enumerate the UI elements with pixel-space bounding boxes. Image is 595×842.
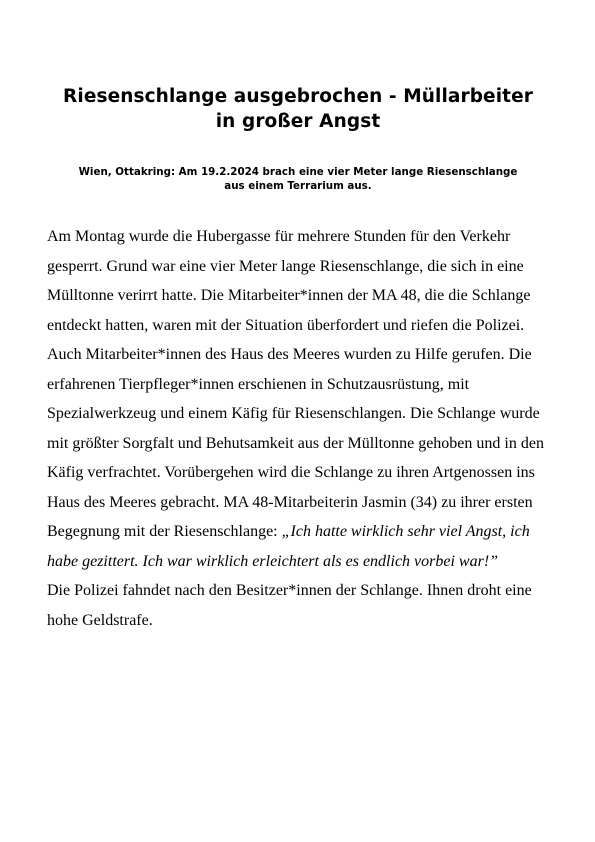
body-paragraph-2: Die Polizei fahndet nach den Besitzer*innen der Schlange. Ihnen droht eine hohe Geldstrafe. [47, 582, 532, 629]
body-paragraph-1 [47, 222, 552, 576]
article-headline [48, 84, 548, 134]
lead-line-2: aus einem Terrarium aus. [224, 180, 372, 192]
body-paragraph-1-text: Am Montag wurde die Hubergasse für mehrere Stunden für den Verkehr gesperrt. Grund war eine vier Meter lange Riesenschlange, die sich in eine Mülltonne verirrt hatte. Die Mitarbeiter*innen der MA 48, die die Schlange entdeckt hatten, waren mit der Situation überfordert und riefen die Polizei. Auch Mitarbeiter*innen des Haus des Meeres wurden zu Hilfe gerufen. Die erfahrenen Tierpfleger*innen erschienen in Schutzausrüstung, mit Spezialwerkzeug und einem Käfig für Riesenschlangen. Die Schlange wurde mit größter Sorgfalt und Behutsamkeit aus der Mülltonne gehoben und in den Käfig verfrachtet. Vorübergehen wird die Schlange zu ihren Artgenossen ins Haus des Meeres gebracht. MA 48-Mitarbeiterin Jasmin (34) zu ihrer ersten Begegnung mit der Riesenschlange: [47, 228, 544, 540]
article-lead [46, 165, 550, 193]
headline-line-1: Riesenschlange ausgebrochen - Müllarbeiter [63, 86, 533, 107]
lead-line-1: Wien, Ottakring: Am 19.2.2024 brach eine vier Meter lange Riesenschlange [78, 166, 518, 178]
headline-line-2: in großer Angst [215, 111, 381, 132]
article-body [47, 222, 552, 635]
interview-quote: „Ich hatte wirklich sehr viel Angst, ich habe gezittert. Ich war wirklich erleichtert als es endlich vorbei war!” [47, 523, 530, 570]
